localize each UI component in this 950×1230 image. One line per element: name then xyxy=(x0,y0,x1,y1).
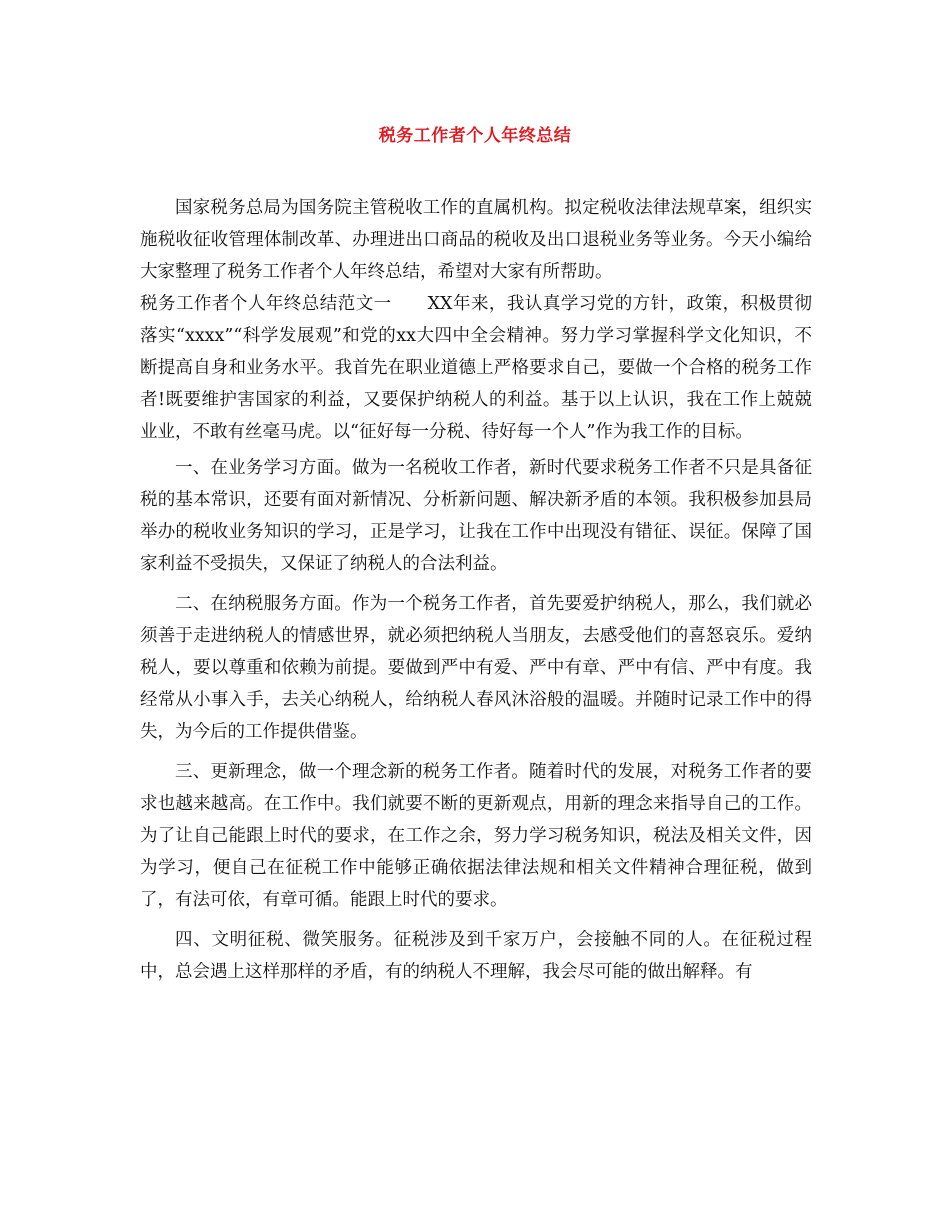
section-one-paragraph: 一、在业务学习方面。做为一名税收工作者，新时代要求税务工作者不只是具备征税的基本常识，还要有面对新情况、分析新问题、解决新矛盾的本领。我积极参加县局举办的税收业务知识的学习，正是学习，让我在工作中出现没有错征、误征。保障了国家利益不受损失，又保证了纳税人的合法利益。 xyxy=(140,458,812,574)
section-three-paragraph: 三、更新理念，做一个理念新的税务工作者。随着时代的发展，对税务工作者的要求也越来越高。在工作中。我们就要不断的更新观点，用新的理念来指导自己的工作。为了让自己能跟上时代的要求，在工作之余，努力学习税务知识，税法及相关文件，因为学习，便自己在征税工作中能够正确依据法律法规和相关文件精神合理征税，做到了，有法可依，有章可循。能跟上时代的要求。 xyxy=(140,762,812,910)
sample-one-paragraph: 税务工作者个人年终总结范文一 XX年来，我认真学习党的方针，政策，积极贯彻落实“xxxx”“科学发展观”和党的xx大四中全会精神。努力学习掌握科学文化知识，不断提高自身和业务水平。我首先在职业道德上严格要求自己，要做一个合格的税务工作者!既要维护害国家的利益，又要保护纳税人的利益。基于以上认识，我在工作上兢兢业业，不敢有丝毫马虎。以“征好每一分税、待好每一个人”作为我工作的目标。 xyxy=(140,294,812,442)
intro-paragraph: 国家税务总局为国务院主管税收工作的直属机构。拟定税收法律法规草案，组织实施税收征收管理体制改革、办理进出口商品的税收及出口退税业务等业务。今天小编给大家整理了税务工作者个人年终总结，希望对大家有所帮助。 xyxy=(140,198,812,282)
document-body xyxy=(140,192,812,988)
document-title: 税务工作者个人年终总结 xyxy=(378,126,572,146)
section-four-paragraph: 四、文明征税、微笑服务。征税涉及到千家万户，会接触不同的人。在征税过程中，总会遇上这样那样的矛盾，有的纳税人不理解，我会尽可能的做出解释。有 xyxy=(140,930,812,982)
section-two-paragraph: 二、在纳税服务方面。作为一个税务工作者，首先要爱护纳税人，那么，我们就必须善于走进纳税人的情感世界，就必须把纳税人当朋友，去感受他们的喜怒哀乐。爱纳税人，要以尊重和依赖为前提。要做到严中有爱、严中有章、严中有信、严中有度。我经常从小事入手，去关心纳税人，给纳税人春风沐浴般的温暖。并随时记录工作中的得失，为今后的工作提供借鉴。 xyxy=(140,594,812,742)
